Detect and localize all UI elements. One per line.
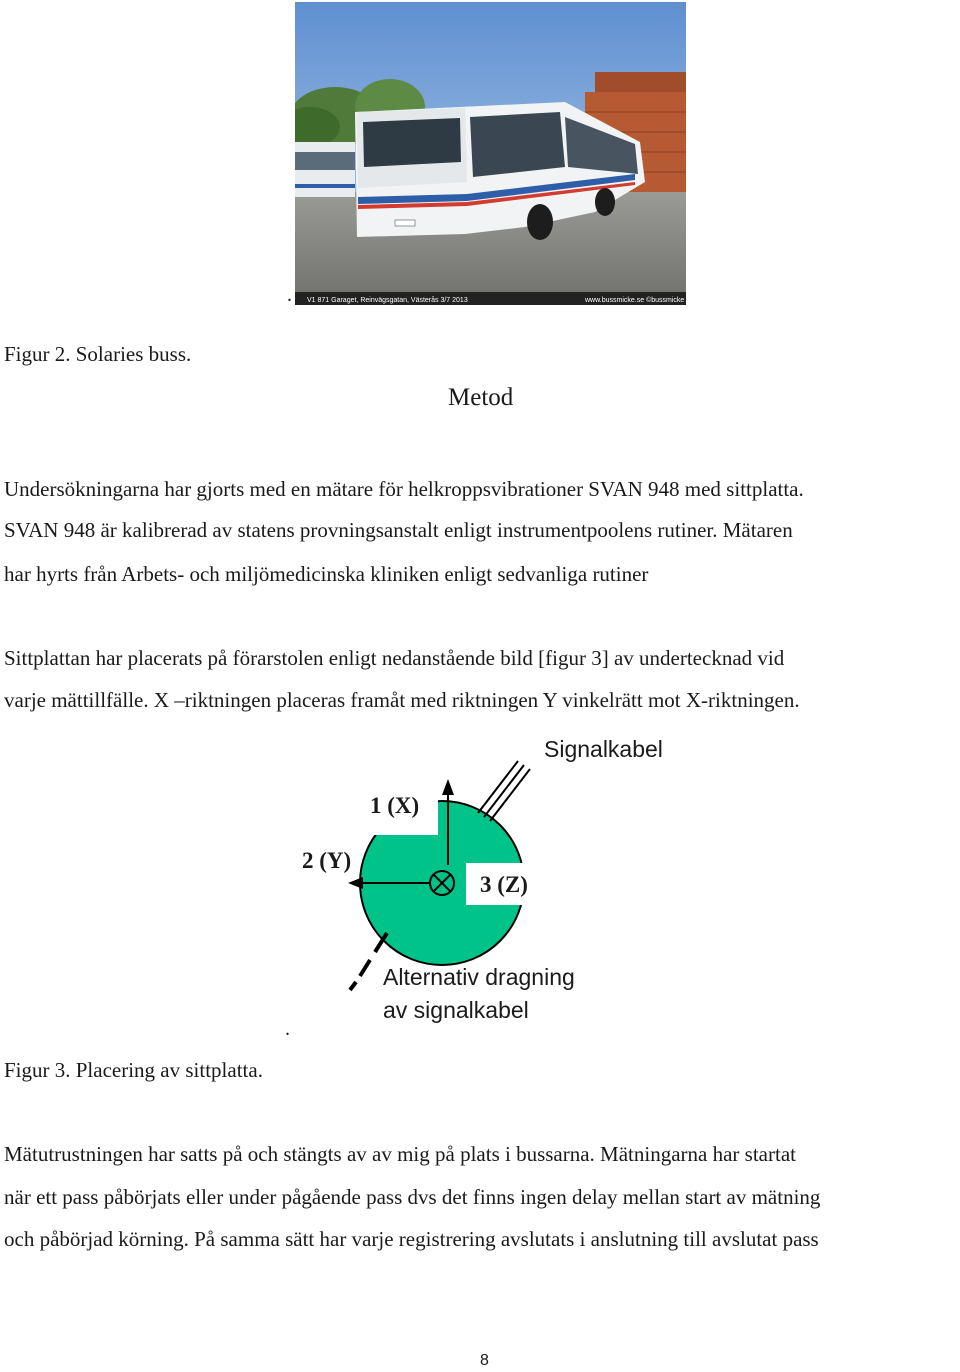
label-z-axis: 3 (Z) xyxy=(480,872,528,897)
page-number: 8 xyxy=(480,1352,489,1369)
label-x-axis: 1 (X) xyxy=(370,793,420,818)
figure2-trailing-dot: . xyxy=(287,284,292,306)
paragraph2-line: varje mättillfälle. X –riktningen placeras framåt med riktningen Y vinkelrätt mot X-riktningen. xyxy=(4,688,800,712)
figure3-caption: Figur 3. Placering av sittplatta. xyxy=(4,1058,263,1082)
y-arrow-head xyxy=(348,877,363,889)
paragraph3-line: när ett pass påbörjats eller under pågående pass dvs det finns ingen delay mellan start av mätning xyxy=(4,1185,821,1209)
paragraph1-line: SVAN 948 är kalibrerad av statens provningsanstalt enligt instrumentpoolens rutiner. Mätaren xyxy=(4,518,793,542)
paragraph1-line: Undersökningarna har gjorts med en mätare för helkroppsvibrationer SVAN 948 med sittplatta. xyxy=(4,477,804,501)
x-arrow-head xyxy=(442,779,454,795)
label-alternative-line1: Alternativ dragning xyxy=(383,964,575,990)
alternative-cable xyxy=(350,933,387,990)
signal-cable xyxy=(478,761,530,821)
figure2-caption: Figur 2. Solaries buss. xyxy=(4,342,192,366)
paragraph3-line: och påbörjad körning. På samma sätt har varje registrering avslutats i anslutning till avslutat pass xyxy=(4,1227,819,1251)
bus-photo xyxy=(295,2,686,305)
section-heading: Metod xyxy=(448,384,514,411)
photo-watermark: www.bussmicke.se ©bussmicke xyxy=(585,297,685,304)
label-y-axis: 2 (Y) xyxy=(302,848,352,873)
figure3-trailing-dot: . xyxy=(285,1018,290,1040)
paragraph3-line: Mätutrustningen har satts på och stängts av av mig på plats i bussarna. Mätningarna har startat xyxy=(4,1142,796,1166)
label-signal-cable: Signalkabel xyxy=(544,736,663,762)
photo-caption-text: V1 871 Garaget, Reinvägsgatan, Västerås 3/7 2013 xyxy=(307,297,468,304)
paragraph1-line: har hyrts från Arbets- och miljömedicinska kliniken enligt sedvanliga rutiner xyxy=(4,562,649,586)
label-alternative-line2: av signalkabel xyxy=(383,997,529,1023)
paragraph2-line: Sittplattan har placerats på förarstolen enligt nedanstående bild [figur 3] av undertecknad vid xyxy=(4,646,785,670)
